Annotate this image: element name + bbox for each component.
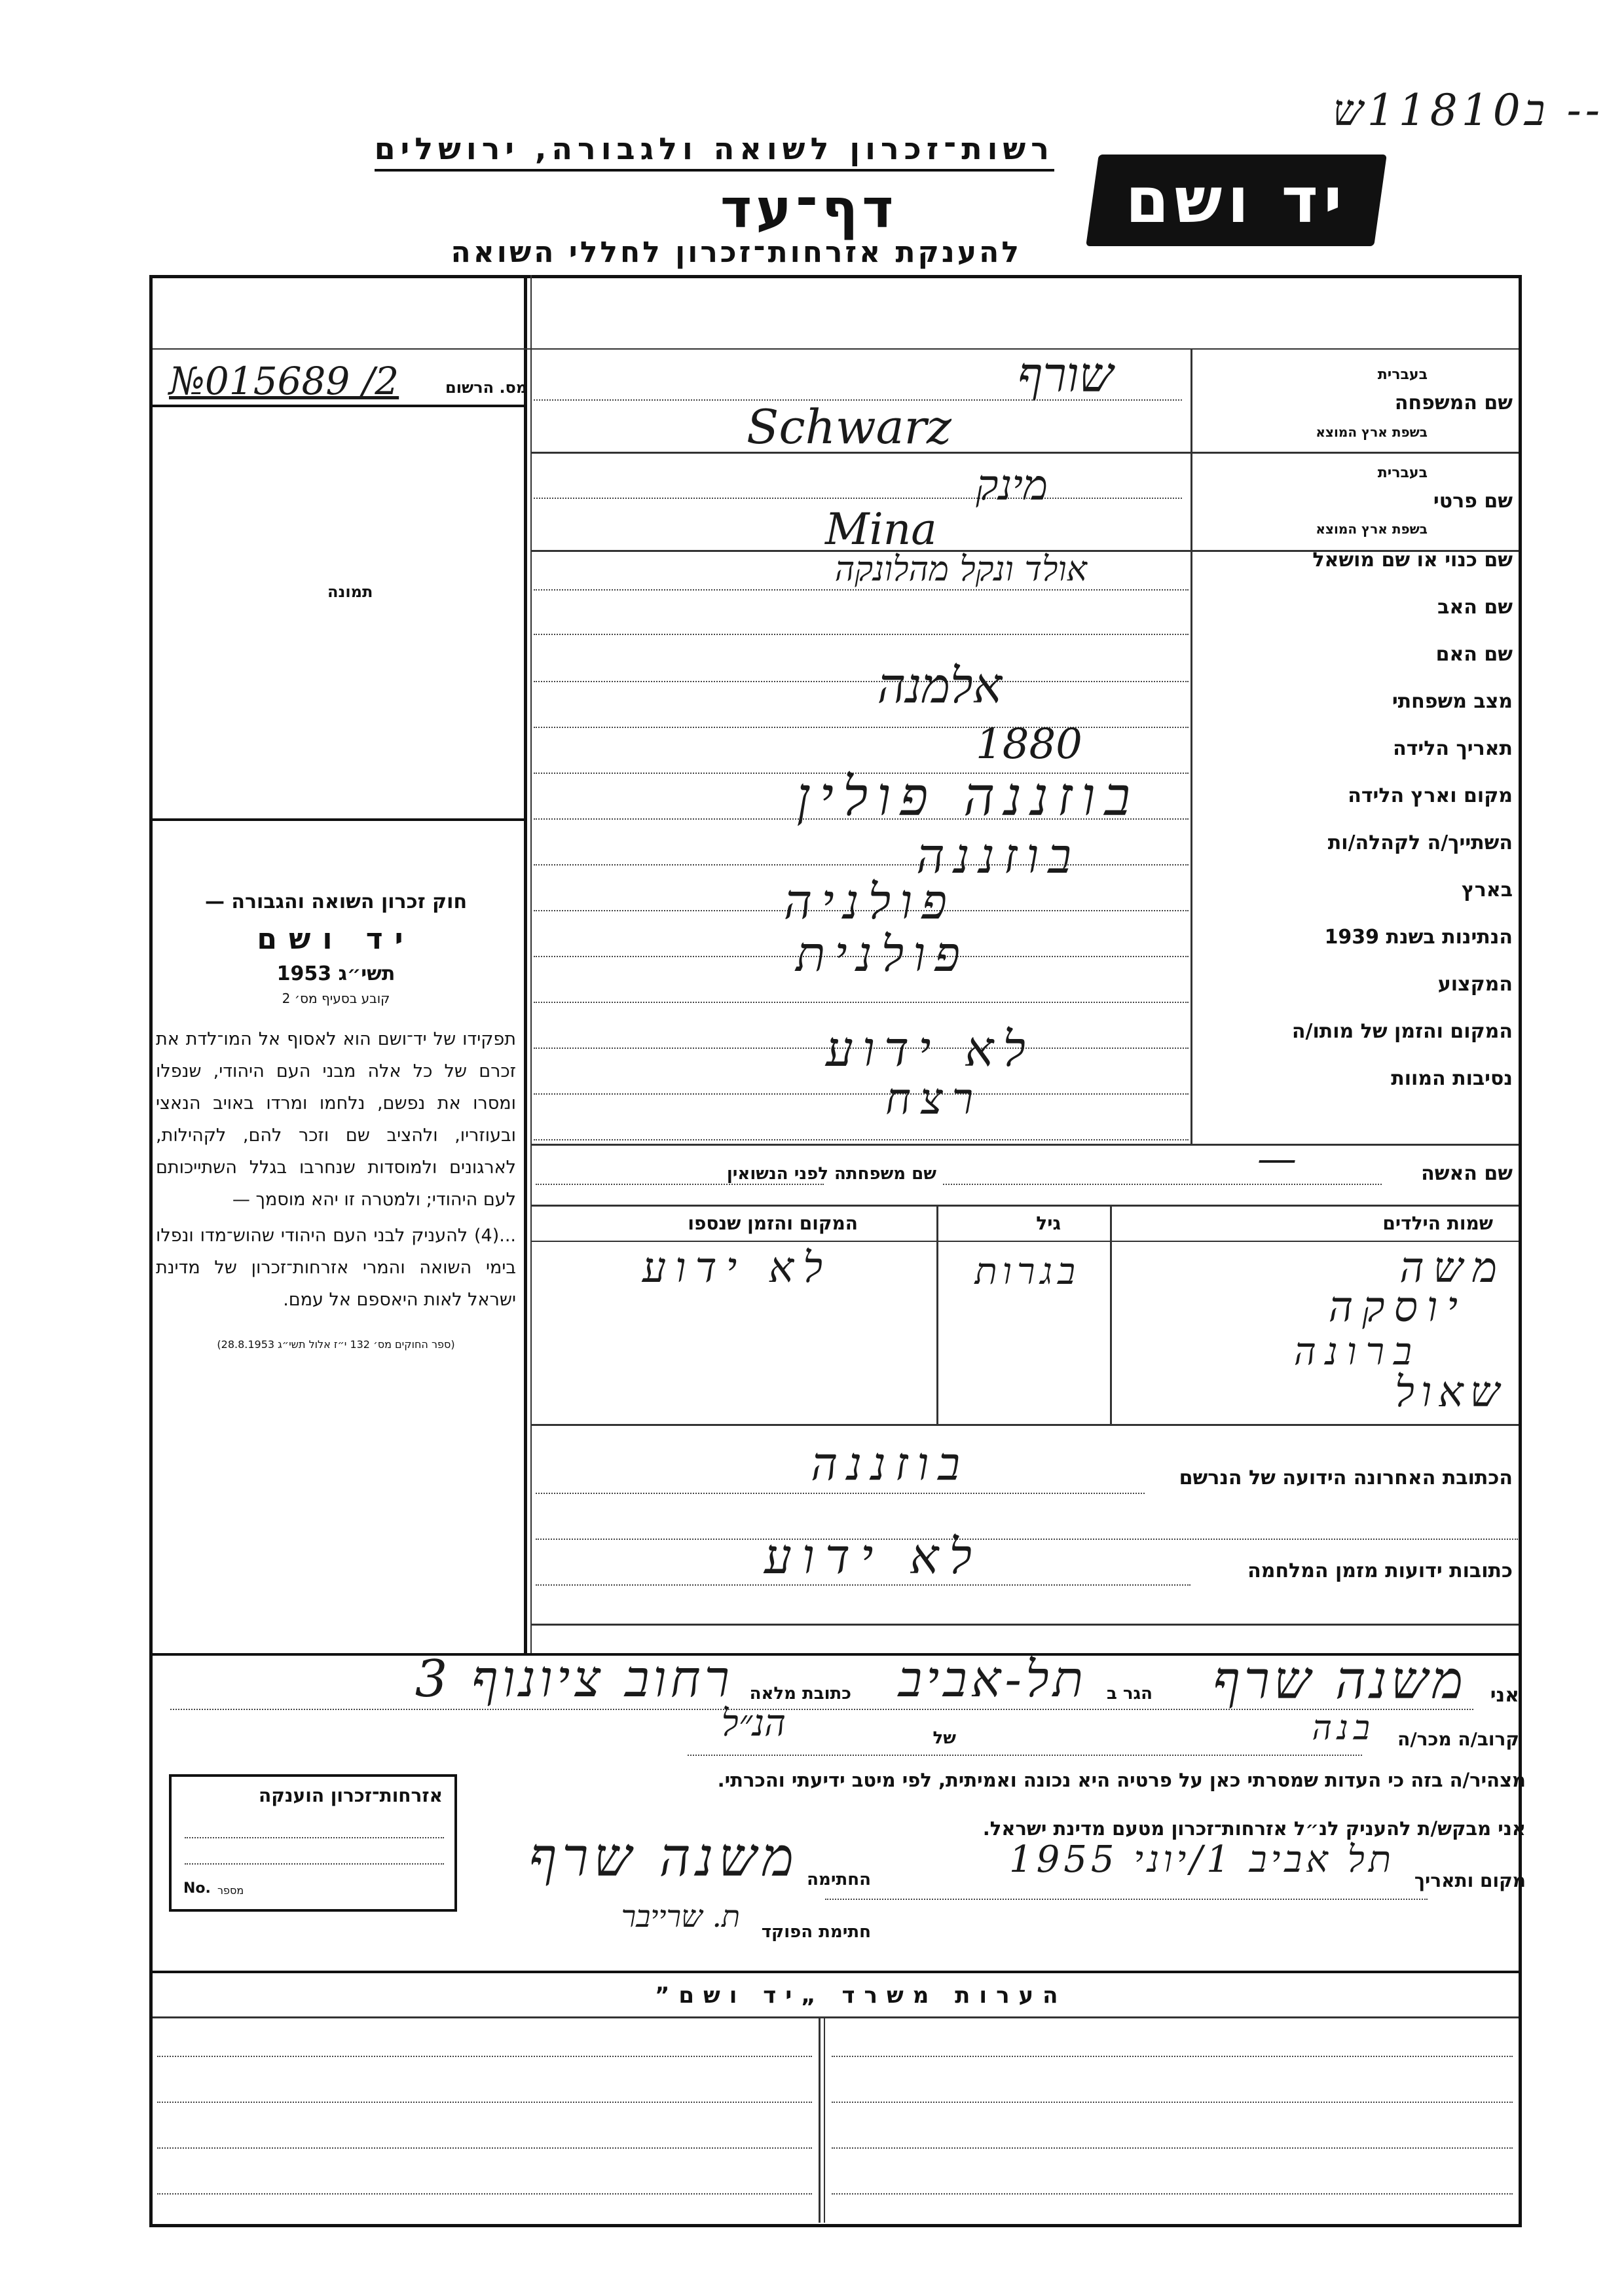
nickname-label: שם כנוי או שם מושאל [1312, 549, 1513, 572]
stamp-box-title: אזרחות־זכרון הוענקה [259, 1785, 443, 1806]
declaration-line-2: אני מבקש/ת להעניק לנ״ל אזרחות־זכרון מטעם מדינת ישראל. [982, 1817, 1526, 1840]
surname-origin-value: Schwarz [747, 399, 951, 454]
form-title: דף־עד [720, 178, 898, 240]
firstname-origin-value: Mina [825, 504, 937, 555]
office-notes-divider [819, 2018, 821, 2223]
firstname-origin-sublabel: בשפת ארץ המוצא [1316, 521, 1428, 537]
photo-area-bottom [153, 818, 524, 821]
firstname-hebrew-value: מינק [976, 462, 1048, 510]
death-cause-value: רצח [885, 1074, 982, 1124]
of-value: הנ״ל [721, 1702, 786, 1745]
firstname-label: שם פרטי [1433, 490, 1513, 513]
law-paragraph-1: תפקידו של יד־ושם הוא לאסוף אל המו־לדת את זכרם של כל אלה מבני העם היהודי, שנפלו ומסרו את נפשם, נלחמו ומרדו באויב הנאצי ובעוזריו, ולהציב שם וזכר להם, לקהילות, לארגונים ולמוסדות שנחרבו בגלל השתייכותם לעם היהודי; ולמטרה זו יהא מוסמך — [156, 1029, 516, 1210]
law-paragraph-2: ...(4) להעניק לבני העם היהודי שהוש־מדו ונפלו בימי השואה והמרי אזרחות־זכרון של מדינת ישראל לאות היאספם אל עמם. [156, 1226, 516, 1310]
last-address-value: בוזננה [811, 1437, 969, 1491]
law-citation: (ספר החוקים מס׳ 132 י״ז אלול תשי״ג 28.8.1953) [217, 1338, 455, 1351]
children-age-header: גיל [1036, 1212, 1061, 1234]
country-value: פולניה [783, 874, 956, 930]
mother-label: שם האם [1435, 643, 1513, 666]
surname-label: שם המשפחה [1394, 392, 1513, 414]
surname-hebrew-sublabel: בעברית [1377, 367, 1428, 383]
form-subtitle: להענקת אזרחות־זכרון לחללי השואה [451, 236, 1022, 269]
spouse-value: — [1257, 1136, 1297, 1182]
child-name-3: ברונה [1293, 1329, 1421, 1374]
children-col-divider-2 [936, 1205, 938, 1424]
surname-hebrew-value: שורף [1017, 347, 1113, 403]
spouse-label: שם האשה [1421, 1162, 1513, 1185]
signature-label: החתימה [807, 1870, 871, 1889]
birthplace-value: בוזננה פולין [796, 766, 1139, 828]
left-column-divider-inner [530, 275, 532, 1653]
nickname-value: אולד ונקל מהלונקה [834, 550, 1087, 589]
registration-box-bottom [153, 405, 524, 407]
office-notes-divider-inner [824, 2018, 825, 2223]
spouse-maiden-label: שם משפחתה לפני הנשואין [726, 1164, 936, 1184]
place-date-value: תל אביב 1/יוני 1955 [1009, 1838, 1395, 1881]
declaration-line-1: מצהיר/ה בזה כי העדות שמסרתי כאן על פרטיה היא נכונה ואמיתית, לפי מיטב ידיעתי והכרתי. [717, 1769, 1526, 1791]
law-year: תשי״ג 1953 [276, 962, 396, 985]
children-names-header: שמות הילדים [1382, 1212, 1493, 1234]
stamp-box-no: No. [183, 1880, 211, 1897]
registration-number: №015689 /2 [169, 359, 399, 403]
surname-origin-sublabel: בשפת ארץ המוצא [1316, 424, 1428, 440]
row-line [532, 1424, 1519, 1426]
full-address-label: כתובת מלאה [749, 1684, 851, 1704]
logo-text: יד ושם [1125, 164, 1348, 237]
place-date-label: מקום ותאריך [1414, 1870, 1526, 1891]
top-stripe-line [153, 348, 1519, 350]
death-place-label: המקום והזמן של מותו/ה [1291, 1020, 1513, 1043]
yad-vashem-logo [1086, 155, 1387, 246]
resides-label: הגר ב [1106, 1684, 1153, 1704]
death-cause-label: נסיבות המוות [1391, 1067, 1513, 1090]
relation-value: בנה [1312, 1709, 1375, 1748]
community-value: בוזננה [916, 828, 1080, 884]
officer-signature-value: ת. שרייבר [621, 1899, 740, 1934]
declarant-city: תל-אביב [898, 1650, 1087, 1708]
children-place-header: המקום והזמן שנספו [688, 1212, 858, 1234]
row-line [532, 452, 1519, 454]
row-line [532, 1624, 1519, 1626]
last-address-label: הכתובת האחרונה הידועה של הנרשם [1179, 1467, 1513, 1489]
declarant-i-label: אני [1490, 1684, 1519, 1707]
law-title: חוק זכרון השואה והגבורה — [204, 890, 468, 913]
children-col-divider-1 [1110, 1205, 1112, 1424]
law-clause: קובע בסעיף מס׳ 2 [282, 991, 390, 1006]
marital-label: מצב משפחתי [1392, 690, 1513, 713]
label-column-divider [1190, 348, 1192, 1144]
declarant-address: רחוב ציונוף 3 [415, 1650, 733, 1709]
authority-name: רשות־זכרון לשואה ולגבורה, ירושלים [375, 131, 1054, 172]
birthdate-value: 1880 [976, 720, 1082, 769]
community-label: השתייך/ה לקהלה/ות [1327, 831, 1513, 854]
marital-value: אלמנה [877, 658, 1002, 714]
firstname-hebrew-sublabel: בעברית [1377, 465, 1428, 481]
citizenship-stamp-box [169, 1774, 457, 1912]
section-line [153, 1971, 1519, 1973]
law-text-block [156, 890, 516, 1351]
children-place-value: לא ידוע [642, 1244, 832, 1292]
registration-label: מס. הרשום [445, 378, 528, 397]
profession-label: המקצוע [1437, 973, 1513, 996]
stamp-box-number-label: מספר [217, 1884, 244, 1897]
birthdate-label: תאריך הלידה [1393, 737, 1513, 760]
father-label: שם האב [1437, 596, 1513, 619]
children-age-value: בגרות [974, 1250, 1080, 1293]
citizenship-label: הנתינות בשנת 1939 [1324, 926, 1513, 949]
wartime-address-label: כתובות ידועות מזמן המלחמה [1247, 1559, 1513, 1582]
child-name-2: יוסקה [1328, 1283, 1467, 1332]
child-name-4: שאול [1394, 1368, 1506, 1417]
section-line [153, 2016, 1519, 2018]
country-label: בארץ [1461, 879, 1513, 902]
child-name-1: משה [1399, 1244, 1506, 1292]
photo-label: תמונה [327, 583, 373, 601]
citizenship-value: פולנית [796, 926, 969, 983]
of-label: של [932, 1728, 956, 1748]
birthplace-label: מקום וארץ הלידה [1348, 784, 1513, 807]
signature-value: משנה שרף [528, 1827, 799, 1889]
wartime-address-value: לא ידוע [764, 1529, 982, 1585]
death-place-value: לא ידוע [826, 1021, 1035, 1078]
row-line [532, 1205, 1519, 1207]
relation-label: קרוב/ה מכר/ה [1397, 1728, 1519, 1750]
law-name: יד ושם [257, 922, 415, 956]
corner-number: ב11810ש -- [1333, 85, 1604, 136]
office-notes-title: הערות משרד „יד ושם” [655, 1982, 1067, 2009]
left-column-divider [524, 275, 527, 1653]
row-line [532, 1241, 1519, 1242]
declarant-name: משנה שרף [1213, 1650, 1467, 1711]
row-line [532, 1144, 1519, 1146]
officer-signature-label: חתימת הפוקד [761, 1922, 871, 1942]
